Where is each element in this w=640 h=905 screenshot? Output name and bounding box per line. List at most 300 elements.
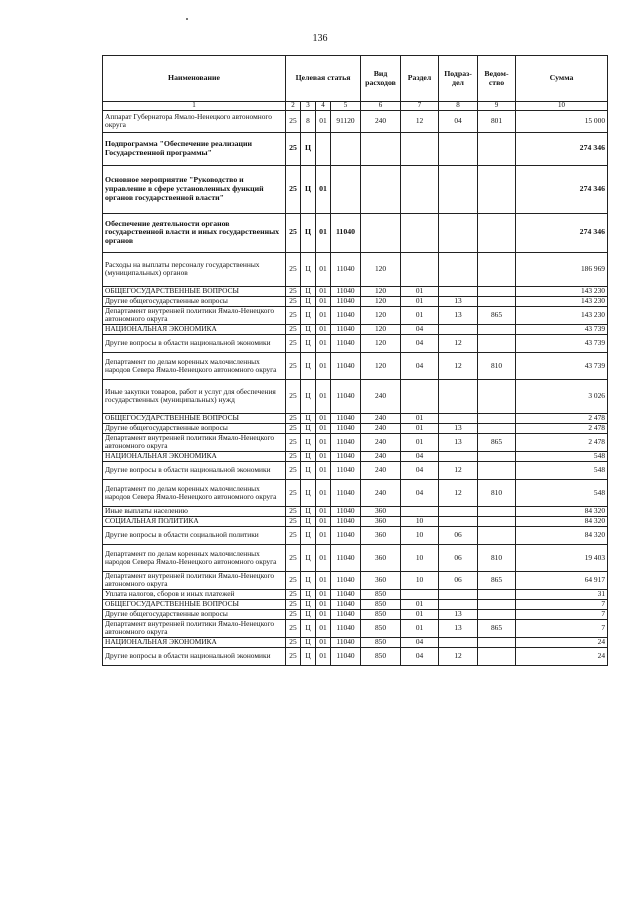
target-part-1: 25 <box>286 619 301 637</box>
header-podrazdel: Подраз-дел <box>439 56 478 102</box>
podrazdel-cell: 13 <box>439 423 478 433</box>
row-name: Обеспечение деятельности органов государственной власти и иных государственных органов <box>103 213 286 252</box>
razdel-cell: 10 <box>401 516 439 526</box>
row-name: Основное мероприятие "Руководство и управление в сфере установленных функций органов государственной власти" <box>103 165 286 213</box>
target-part-3: 01 <box>316 286 331 296</box>
podrazdel-cell: 13 <box>439 296 478 306</box>
target-part-4: 11040 <box>331 479 361 506</box>
target-part-2: Ц <box>301 506 316 516</box>
table-row <box>103 110 608 132</box>
target-part-2: Ц <box>301 352 316 379</box>
row-name: НАЦИОНАЛЬНАЯ ЭКОНОМИКА <box>103 324 286 334</box>
target-part-1: 25 <box>286 637 301 647</box>
target-part-2: Ц <box>301 165 316 213</box>
target-part-2: Ц <box>301 571 316 589</box>
sum-cell: 2 478 <box>516 413 608 423</box>
vedomstvo-cell <box>478 334 516 352</box>
vedomstvo-cell <box>478 589 516 599</box>
target-part-3: 01 <box>316 213 331 252</box>
sum-cell: 274 346 <box>516 213 608 252</box>
razdel-cell: 04 <box>401 637 439 647</box>
razdel-cell: 12 <box>401 110 439 132</box>
target-part-3: 01 <box>316 379 331 413</box>
vid-cell: 850 <box>361 637 401 647</box>
target-part-1: 25 <box>286 306 301 324</box>
table-row <box>103 526 608 544</box>
row-name: Департамент внутренней политики Ямало-Ненецкого автономного округа <box>103 306 286 324</box>
column-number: 7 <box>401 102 439 111</box>
sum-cell: 2 478 <box>516 433 608 451</box>
razdel-cell <box>401 165 439 213</box>
column-number: 9 <box>478 102 516 111</box>
target-part-2: Ц <box>301 589 316 599</box>
podrazdel-cell: 06 <box>439 544 478 571</box>
sum-cell: 84 320 <box>516 526 608 544</box>
razdel-cell: 04 <box>401 324 439 334</box>
row-name: Другие общегосударственные вопросы <box>103 296 286 306</box>
razdel-cell: 01 <box>401 296 439 306</box>
target-part-4: 11040 <box>331 352 361 379</box>
target-part-2: 8 <box>301 110 316 132</box>
sum-cell: 19 403 <box>516 544 608 571</box>
vid-cell: 120 <box>361 252 401 286</box>
target-part-3: 01 <box>316 461 331 479</box>
row-name: Департамент внутренней политики Ямало-Ненецкого автономного округа <box>103 571 286 589</box>
table-row <box>103 306 608 324</box>
row-name: ОБЩЕГОСУДАРСТВЕННЫЕ ВОПРОСЫ <box>103 599 286 609</box>
table-row <box>103 165 608 213</box>
table-row <box>103 637 608 647</box>
target-part-1: 25 <box>286 379 301 413</box>
target-part-4: 11040 <box>331 213 361 252</box>
vid-cell: 850 <box>361 599 401 609</box>
sum-cell: 548 <box>516 451 608 461</box>
podrazdel-cell <box>439 637 478 647</box>
vedomstvo-cell <box>478 609 516 619</box>
header-razdel: Раздел <box>401 56 439 102</box>
header-summa: Сумма <box>516 56 608 102</box>
razdel-cell <box>401 379 439 413</box>
vedomstvo-cell: 865 <box>478 619 516 637</box>
target-part-2: Ц <box>301 647 316 665</box>
table-row <box>103 286 608 296</box>
row-name: Аппарат Губернатора Ямало-Ненецкого автономного округа <box>103 110 286 132</box>
target-part-3: 01 <box>316 252 331 286</box>
target-part-4: 11040 <box>331 286 361 296</box>
table-row <box>103 252 608 286</box>
target-part-4 <box>331 165 361 213</box>
podrazdel-cell: 13 <box>439 609 478 619</box>
target-part-2: Ц <box>301 599 316 609</box>
header-vid: Вид расходов <box>361 56 401 102</box>
razdel-cell <box>401 213 439 252</box>
razdel-cell <box>401 506 439 516</box>
target-part-1: 25 <box>286 609 301 619</box>
target-part-1: 25 <box>286 252 301 286</box>
target-part-1: 25 <box>286 110 301 132</box>
target-part-3: 01 <box>316 637 331 647</box>
vedomstvo-cell: 810 <box>478 352 516 379</box>
target-part-4: 11040 <box>331 571 361 589</box>
target-part-1: 25 <box>286 647 301 665</box>
vid-cell: 120 <box>361 352 401 379</box>
target-part-3: 01 <box>316 334 331 352</box>
row-name: НАЦИОНАЛЬНАЯ ЭКОНОМИКА <box>103 451 286 461</box>
table-row <box>103 599 608 609</box>
table-row <box>103 451 608 461</box>
target-part-2: Ц <box>301 296 316 306</box>
table-row <box>103 334 608 352</box>
target-part-2: Ц <box>301 637 316 647</box>
target-part-2: Ц <box>301 619 316 637</box>
target-part-1: 25 <box>286 423 301 433</box>
table-row <box>103 324 608 334</box>
target-part-3: 01 <box>316 599 331 609</box>
razdel-cell: 04 <box>401 461 439 479</box>
row-name: Департамент по делам коренных малочисленных народов Севера Ямало-Ненецкого автономного округа <box>103 544 286 571</box>
razdel-cell: 01 <box>401 599 439 609</box>
vedomstvo-cell <box>478 324 516 334</box>
vedomstvo-cell <box>478 413 516 423</box>
table-row <box>103 589 608 599</box>
target-part-3: 01 <box>316 609 331 619</box>
vid-cell: 240 <box>361 379 401 413</box>
razdel-cell <box>401 132 439 165</box>
target-part-1: 25 <box>286 451 301 461</box>
target-part-1: 25 <box>286 526 301 544</box>
target-part-3: 01 <box>316 433 331 451</box>
razdel-cell: 01 <box>401 609 439 619</box>
vid-cell: 240 <box>361 451 401 461</box>
vedomstvo-cell <box>478 461 516 479</box>
target-part-3: 01 <box>316 352 331 379</box>
target-part-4: 11040 <box>331 506 361 516</box>
sum-cell: 31 <box>516 589 608 599</box>
podrazdel-cell <box>439 599 478 609</box>
table-row <box>103 433 608 451</box>
target-part-3: 01 <box>316 165 331 213</box>
vedomstvo-cell <box>478 286 516 296</box>
column-number: 5 <box>331 102 361 111</box>
row-name: НАЦИОНАЛЬНАЯ ЭКОНОМИКА <box>103 637 286 647</box>
sum-cell: 24 <box>516 637 608 647</box>
target-part-2: Ц <box>301 324 316 334</box>
vedomstvo-cell: 865 <box>478 433 516 451</box>
vedomstvo-cell <box>478 599 516 609</box>
vedomstvo-cell: 810 <box>478 544 516 571</box>
sum-cell: 15 000 <box>516 110 608 132</box>
column-number: 1 <box>103 102 286 111</box>
razdel-cell: 10 <box>401 526 439 544</box>
column-number-row <box>103 102 608 111</box>
vedomstvo-cell <box>478 213 516 252</box>
target-part-1: 25 <box>286 479 301 506</box>
target-part-2: Ц <box>301 213 316 252</box>
podrazdel-cell <box>439 451 478 461</box>
target-part-1: 25 <box>286 589 301 599</box>
razdel-cell: 10 <box>401 544 439 571</box>
target-part-1: 25 <box>286 352 301 379</box>
scan-dot <box>186 18 188 20</box>
column-number: 10 <box>516 102 608 111</box>
vedomstvo-cell: 801 <box>478 110 516 132</box>
table-row <box>103 544 608 571</box>
target-part-1: 25 <box>286 544 301 571</box>
target-part-2: Ц <box>301 451 316 461</box>
target-part-1: 25 <box>286 324 301 334</box>
target-part-2: Ц <box>301 461 316 479</box>
target-part-2: Ц <box>301 306 316 324</box>
target-part-4: 11040 <box>331 526 361 544</box>
target-part-4: 11040 <box>331 544 361 571</box>
target-part-4: 11040 <box>331 306 361 324</box>
vedomstvo-cell <box>478 516 516 526</box>
row-name: Уплата налогов, сборов и иных платежей <box>103 589 286 599</box>
target-part-2: Ц <box>301 433 316 451</box>
target-part-4 <box>331 132 361 165</box>
target-part-3: 01 <box>316 544 331 571</box>
target-part-3: 01 <box>316 647 331 665</box>
target-part-3: 01 <box>316 306 331 324</box>
target-part-3: 01 <box>316 324 331 334</box>
vid-cell: 850 <box>361 647 401 665</box>
target-part-2: Ц <box>301 423 316 433</box>
sum-cell: 143 230 <box>516 306 608 324</box>
column-number: 8 <box>439 102 478 111</box>
podrazdel-cell: 06 <box>439 571 478 589</box>
podrazdel-cell: 12 <box>439 352 478 379</box>
sum-cell: 7 <box>516 619 608 637</box>
row-name: Другие вопросы в области национальной экономики <box>103 461 286 479</box>
vid-cell: 360 <box>361 571 401 589</box>
sum-cell: 548 <box>516 461 608 479</box>
target-part-3 <box>316 132 331 165</box>
vid-cell: 240 <box>361 110 401 132</box>
header-vedomstvo: Ведом-ство <box>478 56 516 102</box>
target-part-4: 11040 <box>331 324 361 334</box>
vedomstvo-cell: 865 <box>478 306 516 324</box>
row-name: СОЦИАЛЬНАЯ ПОЛИТИКА <box>103 516 286 526</box>
vid-cell: 240 <box>361 433 401 451</box>
target-part-2: Ц <box>301 526 316 544</box>
target-part-1: 25 <box>286 413 301 423</box>
target-part-2: Ц <box>301 132 316 165</box>
target-part-4: 11040 <box>331 647 361 665</box>
target-part-4: 11040 <box>331 599 361 609</box>
row-name: Департамент внутренней политики Ямало-Ненецкого автономного округа <box>103 619 286 637</box>
vedomstvo-cell <box>478 296 516 306</box>
vid-cell: 240 <box>361 479 401 506</box>
row-name: Другие общегосударственные вопросы <box>103 423 286 433</box>
podrazdel-cell <box>439 213 478 252</box>
row-name: Другие вопросы в области социальной политики <box>103 526 286 544</box>
row-name: Департамент внутренней политики Ямало-Ненецкого автономного округа <box>103 433 286 451</box>
vid-cell: 360 <box>361 506 401 516</box>
sum-cell: 24 <box>516 647 608 665</box>
header-target: Целевая статья <box>286 56 361 102</box>
podrazdel-cell: 06 <box>439 526 478 544</box>
sum-cell: 2 478 <box>516 423 608 433</box>
row-name: Департамент по делам коренных малочисленных народов Севера Ямало-Ненецкого автономного округа <box>103 352 286 379</box>
column-number: 2 <box>286 102 301 111</box>
row-name: Иные закупки товаров, работ и услуг для обеспечения государственных (муниципальных) нужд <box>103 379 286 413</box>
target-part-1: 25 <box>286 516 301 526</box>
podrazdel-cell <box>439 286 478 296</box>
target-part-4: 11040 <box>331 379 361 413</box>
vid-cell: 360 <box>361 526 401 544</box>
target-part-2: Ц <box>301 609 316 619</box>
razdel-cell: 01 <box>401 433 439 451</box>
sum-cell: 84 320 <box>516 516 608 526</box>
vid-cell: 850 <box>361 589 401 599</box>
vedomstvo-cell <box>478 637 516 647</box>
table-row <box>103 571 608 589</box>
podrazdel-cell: 12 <box>439 461 478 479</box>
vedomstvo-cell <box>478 165 516 213</box>
target-part-4: 11040 <box>331 433 361 451</box>
row-name: ОБЩЕГОСУДАРСТВЕННЫЕ ВОПРОСЫ <box>103 286 286 296</box>
sum-cell: 274 346 <box>516 132 608 165</box>
podrazdel-cell <box>439 516 478 526</box>
target-part-1: 25 <box>286 334 301 352</box>
vid-cell <box>361 132 401 165</box>
podrazdel-cell <box>439 324 478 334</box>
row-name: Департамент по делам коренных малочисленных народов Севера Ямало-Ненецкого автономного округа <box>103 479 286 506</box>
vedomstvo-cell <box>478 379 516 413</box>
row-name: ОБЩЕГОСУДАРСТВЕННЫЕ ВОПРОСЫ <box>103 413 286 423</box>
page-number: 136 <box>312 33 328 44</box>
target-part-4: 11040 <box>331 461 361 479</box>
row-name: Другие вопросы в области национальной экономики <box>103 334 286 352</box>
podrazdel-cell: 12 <box>439 647 478 665</box>
vedomstvo-cell <box>478 252 516 286</box>
vedomstvo-cell <box>478 423 516 433</box>
target-part-1: 25 <box>286 165 301 213</box>
row-name: Другие общегосударственные вопросы <box>103 609 286 619</box>
target-part-4: 11040 <box>331 252 361 286</box>
sum-cell: 43 739 <box>516 352 608 379</box>
podrazdel-cell <box>439 252 478 286</box>
vid-cell: 240 <box>361 423 401 433</box>
vedomstvo-cell: 865 <box>478 571 516 589</box>
table-row <box>103 479 608 506</box>
target-part-4: 11040 <box>331 516 361 526</box>
podrazdel-cell: 13 <box>439 306 478 324</box>
target-part-3: 01 <box>316 110 331 132</box>
target-part-1: 25 <box>286 506 301 516</box>
target-part-3: 01 <box>316 296 331 306</box>
sum-cell: 274 346 <box>516 165 608 213</box>
vid-cell: 120 <box>361 286 401 296</box>
vid-cell <box>361 213 401 252</box>
column-number: 3 <box>301 102 316 111</box>
target-part-4: 11040 <box>331 334 361 352</box>
target-part-3: 01 <box>316 526 331 544</box>
podrazdel-cell <box>439 413 478 423</box>
target-part-4: 11040 <box>331 451 361 461</box>
podrazdel-cell <box>439 506 478 516</box>
podrazdel-cell <box>439 589 478 599</box>
target-part-3: 01 <box>316 506 331 516</box>
table-row <box>103 647 608 665</box>
vedomstvo-cell <box>478 506 516 516</box>
table-row <box>103 423 608 433</box>
vid-cell: 120 <box>361 306 401 324</box>
target-part-4: 11040 <box>331 413 361 423</box>
podrazdel-cell <box>439 132 478 165</box>
vedomstvo-cell <box>478 451 516 461</box>
target-part-3: 01 <box>316 589 331 599</box>
vid-cell: 360 <box>361 544 401 571</box>
target-part-1: 25 <box>286 296 301 306</box>
target-part-4: 11040 <box>331 423 361 433</box>
sum-cell: 84 320 <box>516 506 608 516</box>
vid-cell: 360 <box>361 516 401 526</box>
podrazdel-cell <box>439 165 478 213</box>
sum-cell: 7 <box>516 609 608 619</box>
target-part-4: 91120 <box>331 110 361 132</box>
razdel-cell: 01 <box>401 619 439 637</box>
razdel-cell <box>401 589 439 599</box>
target-part-1: 25 <box>286 132 301 165</box>
razdel-cell: 04 <box>401 479 439 506</box>
target-part-4: 11040 <box>331 619 361 637</box>
target-part-3: 01 <box>316 571 331 589</box>
target-part-1: 25 <box>286 461 301 479</box>
razdel-cell: 01 <box>401 413 439 423</box>
target-part-2: Ц <box>301 479 316 506</box>
row-name: Расходы на выплаты персоналу государственных (муниципальных) органов <box>103 252 286 286</box>
vid-cell <box>361 165 401 213</box>
target-part-3: 01 <box>316 516 331 526</box>
target-part-1: 25 <box>286 599 301 609</box>
header-name: Наименование <box>103 56 286 102</box>
podrazdel-cell: 12 <box>439 479 478 506</box>
sum-cell: 43 739 <box>516 334 608 352</box>
target-part-2: Ц <box>301 516 316 526</box>
target-part-3: 01 <box>316 479 331 506</box>
table-row <box>103 609 608 619</box>
target-part-2: Ц <box>301 379 316 413</box>
podrazdel-cell: 12 <box>439 334 478 352</box>
row-name: Иные выплаты населению <box>103 506 286 516</box>
target-part-1: 25 <box>286 433 301 451</box>
razdel-cell: 04 <box>401 451 439 461</box>
budget-table <box>102 55 608 666</box>
column-number: 6 <box>361 102 401 111</box>
podrazdel-cell: 13 <box>439 433 478 451</box>
razdel-cell: 04 <box>401 334 439 352</box>
sum-cell: 143 230 <box>516 296 608 306</box>
table-header-row <box>103 56 608 102</box>
table-row <box>103 296 608 306</box>
sum-cell: 7 <box>516 599 608 609</box>
sum-cell: 3 026 <box>516 379 608 413</box>
podrazdel-cell: 04 <box>439 110 478 132</box>
sum-cell: 143 230 <box>516 286 608 296</box>
target-part-2: Ц <box>301 286 316 296</box>
sum-cell: 186 969 <box>516 252 608 286</box>
target-part-2: Ц <box>301 544 316 571</box>
vedomstvo-cell <box>478 132 516 165</box>
target-part-4: 11040 <box>331 637 361 647</box>
sum-cell: 548 <box>516 479 608 506</box>
target-part-2: Ц <box>301 413 316 423</box>
column-number: 4 <box>316 102 331 111</box>
target-part-1: 25 <box>286 571 301 589</box>
table-row <box>103 379 608 413</box>
razdel-cell: 01 <box>401 286 439 296</box>
